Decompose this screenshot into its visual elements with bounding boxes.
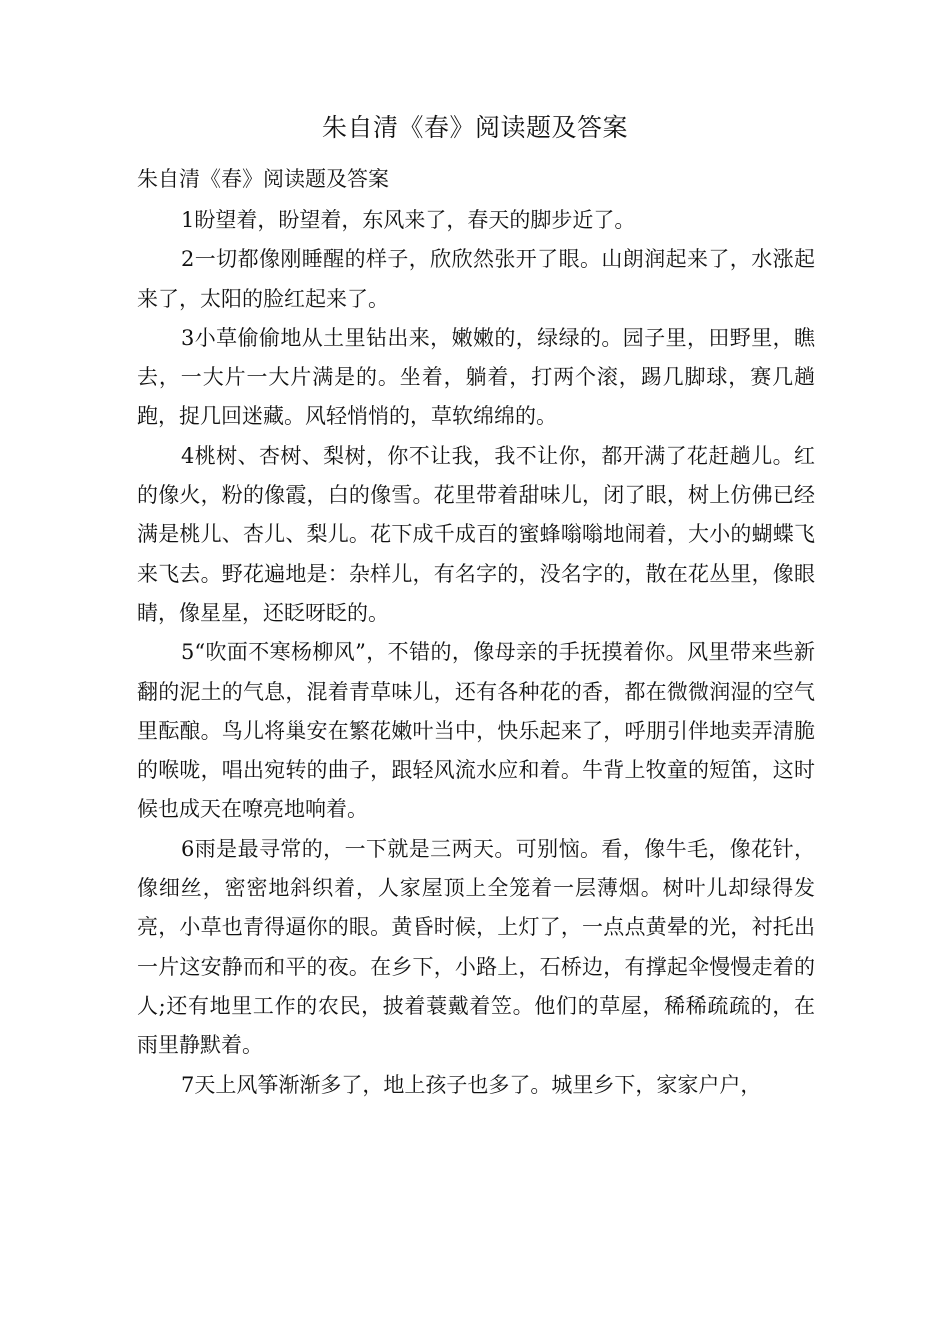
paragraph-2: 2一切都像刚睡醒的样子，欣欣然张开了眼。山朗润起来了，水涨起来了，太阳的脸红起来了。: [137, 247, 815, 311]
paragraph-6: 6雨是最寻常的，一下就是三两天。可别恼。看，像牛毛，像花针，像细丝，密密地斜织着，人家屋顶上全笼着一层薄烟。树叶儿却绿得发亮，小草也青得逼你的眼。黄昏时候，上灯了，一点点黄晕的光，衬托出一片这安静而和平的夜。在乡下，小路上，石桥边，有撑起伞慢慢走着的人;还有地里工作的农民，披着蓑戴着笠。他们的草屋，稀稀疏疏的，在雨里静默着。: [137, 836, 815, 1058]
document-title: 朱自清《春》阅读题及答案: [321, 113, 628, 142]
paragraph-1: 1盼望着，盼望着，东风来了，春天的脚步近了。: [181, 208, 636, 232]
paragraph-3: 3小草偷偷地从土里钻出来，嫩嫩的，绿绿的。园子里，田野里，瞧去，一大片一大片满是的。坐着，躺着，打两个滚，踢几脚球，赛几趟跑，捉几回迷藏。风轻悄悄的，草软绵绵的。: [137, 325, 815, 429]
paragraph-5: 5“吹面不寒杨柳风”，不错的，像母亲的手抚摸着你。风里带来些新翻的泥土的气息，混着青草味儿，还有各种花的香，都在微微润湿的空气里酝酿。鸟儿将巢安在繁花嫩叶当中，快乐起来了，呼朋引伴地卖弄清脆的喉咙，唱出宛转的曲子，跟轻风流水应和着。牛背上牧童的短笛，这时候也成天在嘹亮地响着。: [137, 640, 815, 822]
paragraph-7: 7天上风筝渐渐多了，地上孩子也多了。城里乡下，家家户户，: [181, 1072, 762, 1097]
paragraph-4: 4桃树、杏树、梨树，你不让我，我不让你，都开满了花赶趟儿。红的像火，粉的像霞，白的像雪。花里带着甜味儿，闭了眼，树上仿佛已经满是桃儿、杏儿、梨儿。花下成千成百的蜜蜂嗡嗡地闹着，大小的蝴蝶飞来飞去。野花遍地是：杂样儿，有名字的，没名字的，散在花丛里，像眼睛，像星星，还眨呀眨的。: [137, 443, 815, 625]
document-body: [137, 201, 815, 1105]
document-subtitle: 朱自清《春》阅读题及答案: [137, 167, 389, 191]
